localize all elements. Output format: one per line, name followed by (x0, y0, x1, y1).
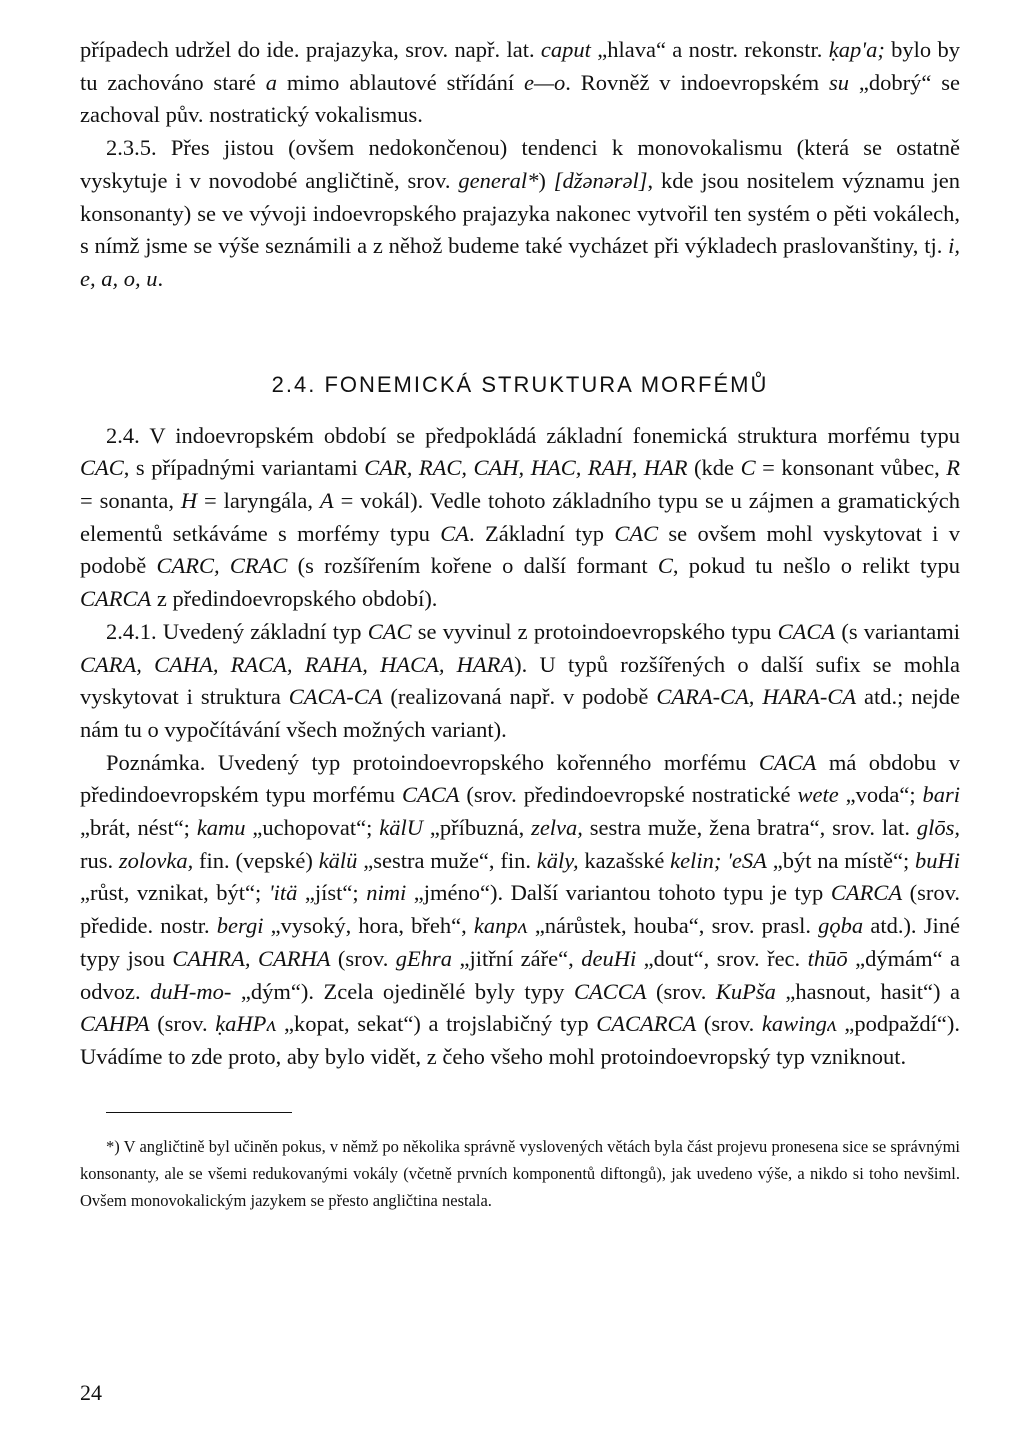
paragraph-2-4: 2.4. V indoevropském období se předpokládá základní fonemická struktura morfému typu CAC, s případnými variantami CAR, RAC, CAH, HAC, RAH, HAR (kde C = konsonant vůbec, R = sonanta, H = laryngála, A = vokál). Vedle tohoto základního typu se u zájmen a gramatických elementů setkáváme s morfémy typu CA. Základní typ CAC se ovšem mohl vyskytovat i v podobě CARC, CRAC (s rozšířením kořene o další formant C, pokud tu nešlo o relikt typu CARCA z předindoevropského období). (80, 422, 961, 612)
paragraph-note: Poznámka. Uvedený typ protoindoevropského kořenného morfému CACA má obdobu v předindoevropském typu morfému CACA (srov. předindoevropské nostratické wete „voda“; bari „brát, nést“; kamu „uchopovat“; kälU „příbuzná, zelva, sestra muže, žena bratra“, srov. lat. glōs, rus. zolovka, fin. (vepské) kälü „sestra muže“, fin. käly, kazašské kelin; 'eSA „být na místě“; buHi „růst, vznikat, být“; 'itä „jíst“; nimi „jméno“). Další variantou tohoto typu je typ CARCA (srov. předide. nostr. bergi „vysoký, hora, břeh“, kanpʌ „nárůstek, houba“, srov. prasl. gǫba atd.). Jiné typy jsou CAHRA, CARHA (srov. gEhra „jitřní záře“, deuHi „dout“, srov. řec. thūō „dýmám“ a odvoz. duH-mo- „dým“). Zcela ojedinělé byly typy CACCA (srov. KuPša „hasnout, hasit“) a CAHPA (srov. ḳaHPʌ „kopat, sekat“) a trojslabičný typ CACARCA (srov. kawingʌ „podpaždí“). Uvádíme to zde proto, aby bylo vidět, z čeho všeho mohl protoindoevropský typ vzniknout. (80, 749, 961, 1069)
section-heading: 2.4. FONEMICKÁ STRUKTURA MORFÉMŮ (271, 371, 769, 397)
page-body (80, 34, 960, 1214)
paragraph-2-3-5: 2.3.5. Přes jistou (ovšem nedokončenou) tendenci k monovokalismu (která se ostatně vyskytuje i v novodobé angličtině, srov. general*) [džənərəl], kde jsou nositelem významu jen konsonanty) se ve vývoji indoevropského prajazyka nakonec vytvořil ten systém o pěti vokálech, s nímž jsme se výše seznámili a z něhož budeme také vycházet při výkladech praslovanštiny, tj. i, e, a, o, u. (80, 135, 960, 291)
footnote: *) V angličtině byl učiněn pokus, v němž po několika správně vyslovených větách byla část projevu pronesena sice se správnými konsonanty, ale se všemi redukovanými vokály (včetně prvních komponentů diftongů), jak uvedeno výše, a nikdo si toho nevšiml. Ovšem monovokalickým jazykem se přesto angličtina nestala. (80, 1136, 960, 1210)
paragraph-1: případech udržel do ide. prajazyka, srov. např. lat. caput „hlava“ a nostr. rekonstr. ḳap'a; bylo by tu zachováno staré a mimo ablautové střídání e—o. Rovněž v indoevropském su „dobrý“ se zachoval pův. nostratický vokalismus. (80, 37, 960, 128)
page-number: 24 (80, 1380, 102, 1405)
paragraph-2-4-1: 2.4.1. Uvedený základní typ CAC se vyvinul z protoindoevropského typu CACA (s variantami CARA, CAHA, RACA, RAHA, HACA, HARA). U typů rozšířených o další sufix se mohla vyskytovat i struktura CACA-CA (realizovaná např. v podobě CARA-CA, HARA-CA atd.; nejde nám tu o vypočítávání všech možných variant). (80, 618, 961, 742)
footnote-rule (106, 1112, 292, 1113)
